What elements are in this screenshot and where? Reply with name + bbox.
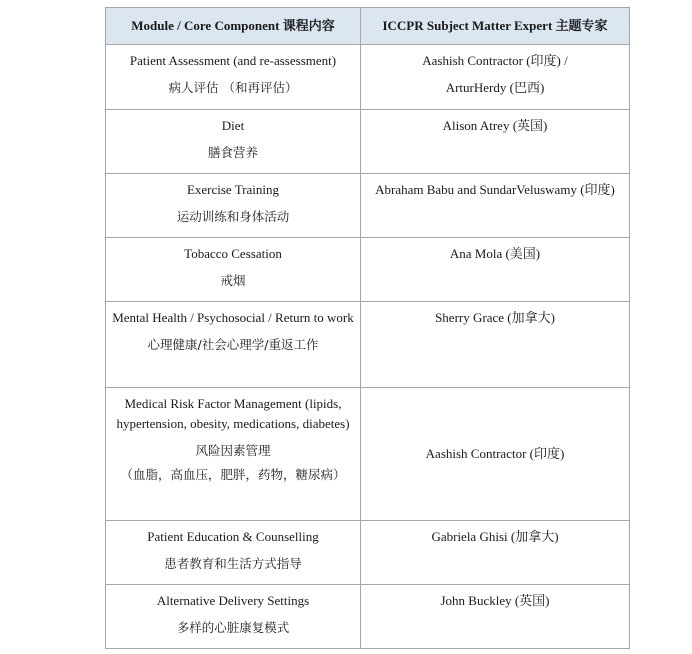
module-name-zh-detail: （血脂，高血压，肥胖，药物，糖尿病） — [120, 467, 346, 482]
table-row — [106, 388, 630, 521]
module-name-en: Patient Assessment (and re-assessment) — [129, 53, 337, 68]
table-row — [106, 174, 630, 238]
header-module: Module / Core Component 课程内容 — [106, 8, 361, 45]
expert-name: ArturHerdy (巴西) — [445, 80, 545, 95]
module-name-zh: 患者教育和生活方式指导 — [164, 556, 302, 571]
expert-name: John Buckley (英国) — [440, 593, 550, 608]
expert-cell — [361, 388, 630, 521]
table-row — [106, 45, 630, 110]
curriculum-table — [105, 7, 630, 649]
expert-cell — [361, 585, 630, 649]
table-row — [106, 302, 630, 388]
expert-cell — [361, 521, 630, 585]
module-cell — [106, 110, 361, 174]
expert-name: Gabriela Ghisi (加拿大) — [431, 529, 559, 544]
module-cell — [106, 388, 361, 521]
module-name-zh: 病人评估 （和再评估） — [168, 80, 298, 95]
module-name-zh: 多样的心脏康复模式 — [176, 620, 290, 635]
expert-cell — [361, 238, 630, 302]
table-header-row — [106, 8, 630, 45]
expert-cell — [361, 302, 630, 388]
module-name-zh: 戒烟 — [220, 273, 246, 288]
header-expert: ICCPR Subject Matter Expert 主题专家 — [361, 8, 630, 45]
expert-name: Aashish Contractor (印度) — [425, 446, 565, 461]
expert-name: Ana Mola (美国) — [449, 246, 541, 261]
module-cell — [106, 45, 361, 110]
module-name-en: Tobacco Cessation — [184, 246, 282, 261]
table-row — [106, 521, 630, 585]
expert-cell — [361, 45, 630, 110]
module-name-zh: 运动训练和身体活动 — [176, 209, 290, 224]
module-cell — [106, 302, 361, 388]
module-name-en: Diet — [221, 118, 245, 133]
expert-name: Sherry Grace (加拿大) — [435, 310, 555, 325]
module-cell — [106, 521, 361, 585]
expert-name: Abraham Babu and SundarVeluswamy (印度) — [375, 182, 615, 197]
module-name-en: Patient Education & Counselling — [147, 529, 319, 544]
module-name-zh: 膳食营养 — [207, 145, 258, 160]
table-row — [106, 585, 630, 649]
table-row — [106, 238, 630, 302]
expert-name: Aashish Contractor (印度) / — [422, 53, 568, 68]
expert-name: Alison Atrey (英国) — [442, 118, 548, 133]
module-name-en: Medical Risk Factor Management (lipids, hypertension, obesity, medications, diabetes) — [116, 396, 350, 431]
module-name-en: Mental Health / Psychosocial / Return to work — [112, 310, 354, 325]
expert-cell — [361, 174, 630, 238]
module-name-en: Alternative Delivery Settings — [156, 593, 310, 608]
module-cell — [106, 174, 361, 238]
table-row — [106, 110, 630, 174]
expert-cell — [361, 110, 630, 174]
module-name-en: Exercise Training — [186, 182, 280, 197]
module-cell — [106, 238, 361, 302]
module-name-zh: 心理健康/社会心理学/重返工作 — [147, 337, 319, 352]
module-cell — [106, 585, 361, 649]
module-name-zh: 风险因素管理 — [195, 443, 271, 458]
